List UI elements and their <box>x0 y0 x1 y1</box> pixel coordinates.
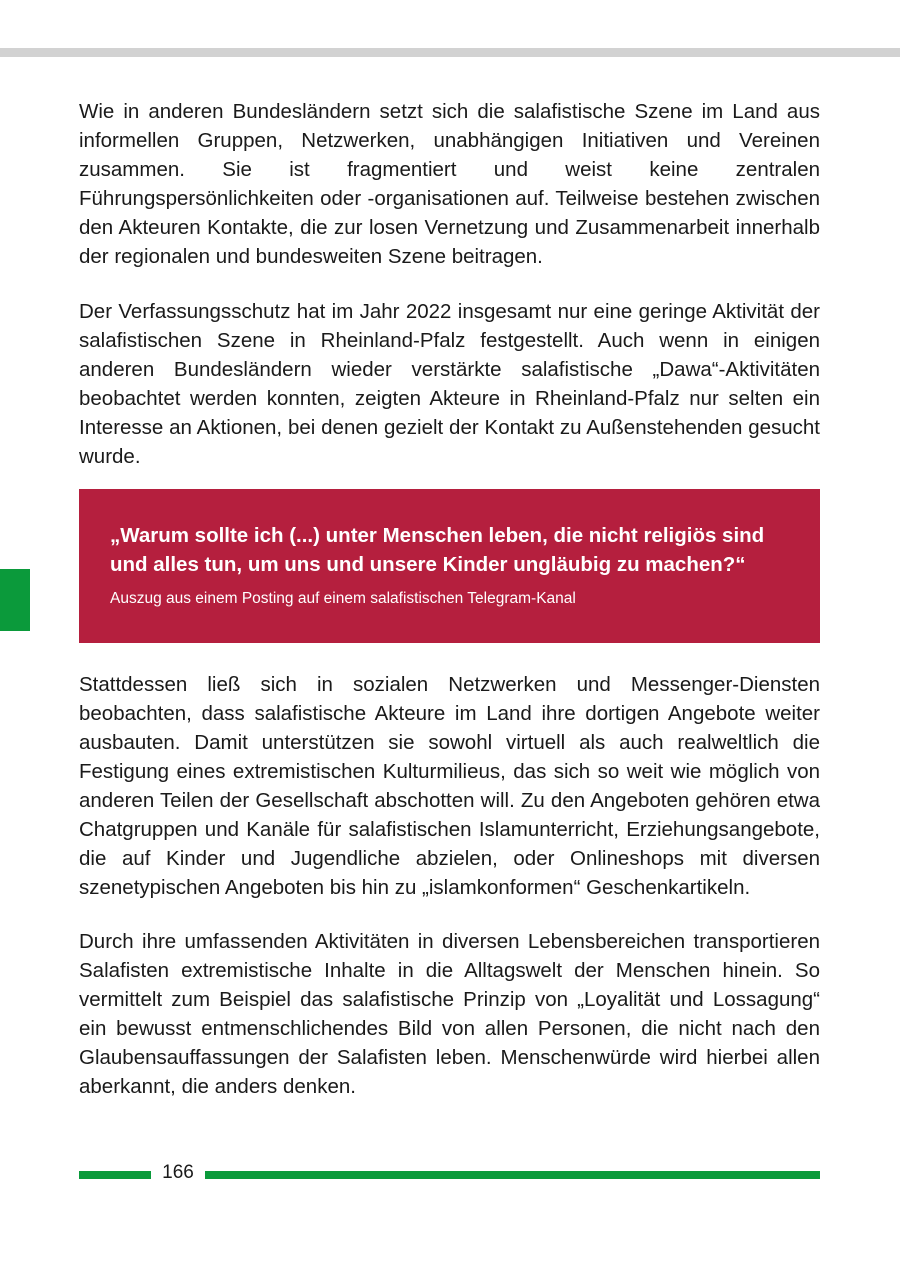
footer-rule-left <box>79 1171 151 1179</box>
body-paragraph-3: Stattdessen ließ sich in sozialen Netzwerken und Messenger-Diensten beobachten, dass salafistische Akteure im Land ihre dortigen Angebote weiter ausbauten. Damit unterstützen sie sowohl virtuell als auch realweltlich die Festigung eines extremistischen Kulturmilieus, das sich so weit wie möglich von anderen Teilen der Gesellschaft abschotten will. Zu den Angeboten gehören etwa Chatgruppen und Kanäle für salafistischen Islamunterricht, Erziehungsangebote, die auf Kinder und Jugendliche abzielen, oder Onlineshops mit diversen szenetypischen Angeboten bis hin zu „islamkonformen“ Geschenkartikeln. <box>79 673 820 899</box>
quote-source: Auszug aus einem Posting auf einem salafistischen Telegram-Kanal <box>110 590 576 607</box>
body-paragraph-2: Der Verfassungsschutz hat im Jahr 2022 insgesamt nur eine geringe Aktivität der salafistischen Szene in Rheinland-Pfalz festgestellt. Auch wenn in einigen anderen Bundesländern wieder verstärkte salafistische „Dawa“-Aktivitäten beobachtet werden konnten, zeigten Akteure in Rheinland-Pfalz nur selten ein Interesse an Aktionen, bei denen gezielt der Kontakt zu Außenstehenden gesucht wurde. <box>79 300 820 468</box>
page-number: 166 <box>162 1162 194 1183</box>
chapter-side-tab <box>0 569 30 631</box>
footer-rule-right <box>205 1171 820 1179</box>
body-paragraph-4: Durch ihre umfassenden Aktivitäten in diversen Lebensbereichen transportieren Salafisten extremistische Inhalte in die Alltagswelt der Menschen hinein. So vermittelt zum Beispiel das salafistische Prinzip von „Loyalität und Lossagung“ ein bewusst entmenschlichendes Bild von allen Personen, die nicht nach den Glaubensauffassungen der Salafisten leben. Menschenwürde wird hierbei allen aberkannt, die anders denken. <box>79 930 820 1098</box>
top-divider-bar <box>0 48 900 57</box>
quote-box <box>79 489 820 643</box>
quote-text: „Warum sollte ich (...) unter Menschen leben, die nicht religiös sind und alles tun, um uns und unsere Kinder ungläubig zu machen?“ <box>110 524 765 576</box>
body-paragraph-1: Wie in anderen Bundesländern setzt sich die salafistische Szene im Land aus informellen Gruppen, Netzwerken, unabhängigen Initiativen und Vereinen zusammen. Sie ist fragmentiert und weist keine zentralen Führungspersönlichkeiten oder -organisationen auf. Teilweise bestehen zwischen den Akteuren Kontakte, die zur losen Vernetzung und Zusammenarbeit innerhalb der regionalen und bundesweiten Szene beitragen. <box>79 100 820 268</box>
